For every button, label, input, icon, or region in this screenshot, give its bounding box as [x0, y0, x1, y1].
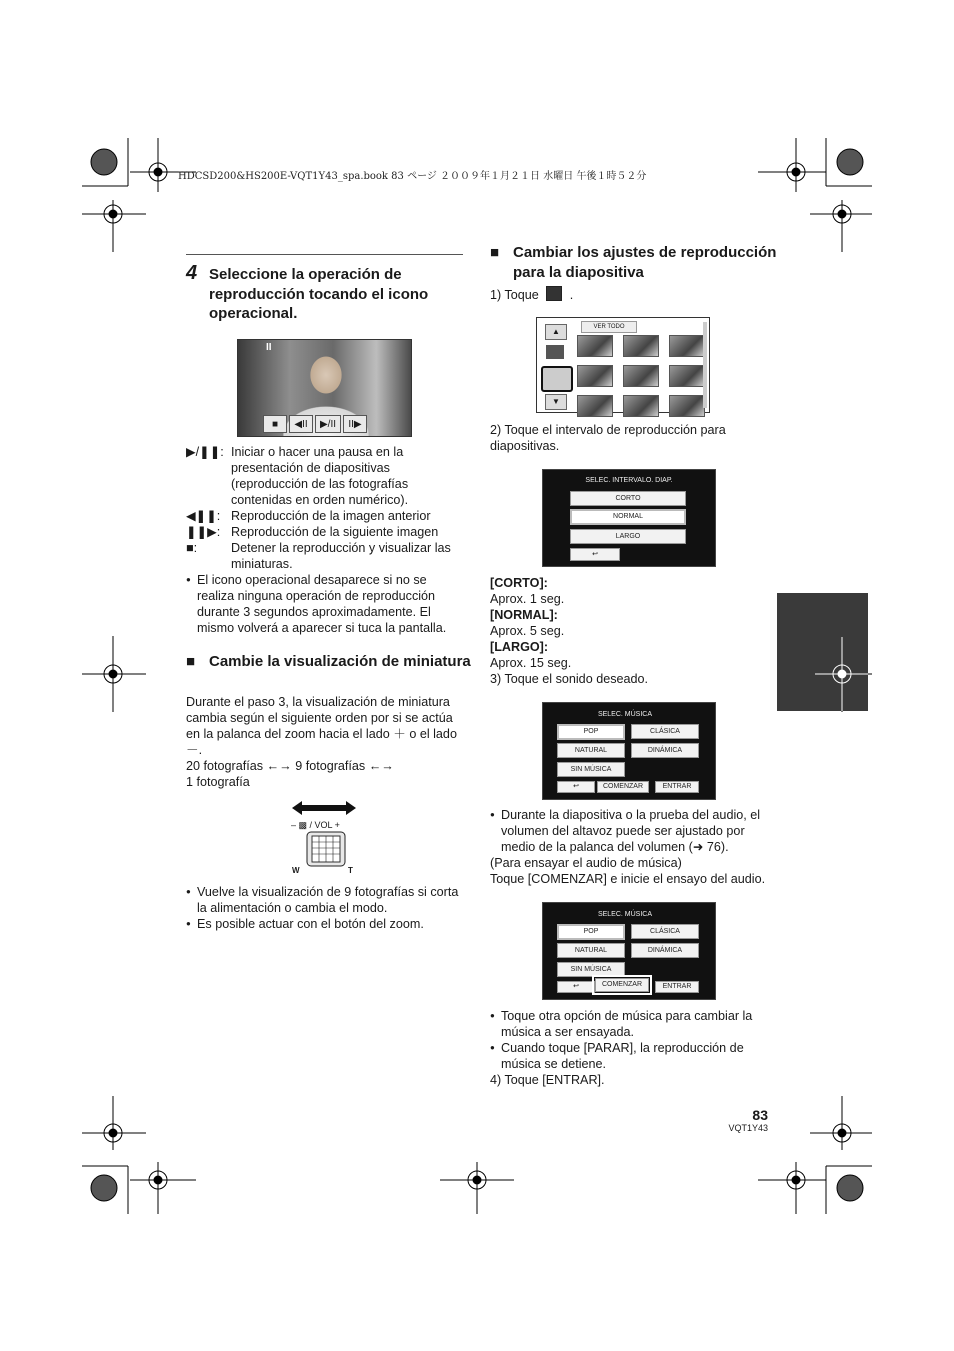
- corto-button[interactable]: CORTO: [570, 491, 686, 506]
- return-icon: ↩: [573, 983, 579, 990]
- thumbnail[interactable]: [669, 335, 705, 357]
- playback-photo: [237, 339, 412, 437]
- final-notes: [490, 1008, 770, 1088]
- thumbnail[interactable]: [669, 395, 705, 417]
- play-pause-button[interactable]: ▶/II: [315, 415, 341, 433]
- clasica-button[interactable]: CLÁSICA: [631, 724, 699, 739]
- thumb-sequence-1: 20 fotografías ←→ 9 fotografías ←→: [186, 759, 394, 773]
- thumb-description: Durante el paso 3, la visualización de miniatura cambia según el siguiente orden por si se actúa en la palanca del zoom hacia el lado ＋ o el lado －.: [186, 695, 457, 757]
- thumb-body: [186, 694, 464, 790]
- slideshow-icon: [546, 286, 562, 301]
- natural-button[interactable]: NATURAL: [557, 743, 625, 758]
- sin-musica-button[interactable]: SIN MÚSICA: [557, 762, 625, 777]
- return-button[interactable]: [570, 548, 620, 561]
- pop-button[interactable]: POP: [557, 924, 625, 940]
- thumb-bullets: [186, 884, 466, 932]
- def-term: [NORMAL]:: [490, 608, 558, 622]
- thumbnail[interactable]: [623, 335, 659, 357]
- previous-button[interactable]: ◀II: [289, 415, 313, 433]
- clasica-button[interactable]: CLÁSICA: [631, 924, 699, 939]
- lever-t: T: [348, 866, 353, 875]
- normal-button[interactable]: NORMAL: [570, 509, 686, 525]
- def-term: [LARGO]:: [490, 640, 549, 654]
- square-icon: ■: [490, 244, 500, 261]
- section-rule: [186, 254, 463, 255]
- comenzar-button-highlighted[interactable]: COMENZAR: [595, 978, 649, 992]
- dinamica-button[interactable]: DINÁMICA: [631, 743, 699, 758]
- def-desc: Aprox. 15 seg.: [490, 656, 572, 670]
- step-heading: Seleccione la operación de reproducción tocando el icono operacional.: [209, 266, 429, 322]
- right-step-3: 3) Toque el sonido deseado.: [490, 672, 649, 686]
- model-code: VQT1Y43: [728, 1123, 768, 1133]
- return-button[interactable]: [557, 781, 595, 793]
- return-icon: ↩: [592, 551, 598, 558]
- right-heading: ■ Cambiar los ajustes de reproducción para la diapositiva: [490, 244, 777, 281]
- square-icon: ■: [186, 653, 196, 670]
- volume-notes: [490, 807, 770, 887]
- control-bar: [263, 415, 367, 433]
- music-screen: [542, 702, 716, 800]
- right-step-1: 1) Toque .: [490, 288, 574, 302]
- step-number: 4: [186, 262, 198, 284]
- thumbnail[interactable]: [623, 395, 659, 417]
- camera-icon[interactable]: [546, 345, 564, 359]
- thumbnail-grid: [577, 335, 705, 417]
- thumbnail[interactable]: [577, 395, 613, 417]
- right-step-2: 2) Toque el intervalo de reproducción para diapositivas.: [490, 423, 726, 453]
- thumbnail[interactable]: [577, 365, 613, 387]
- legend-note: ● El icono operacional desaparece si no se realiza ninguna operación de reproducción durante 3 segundos aproximadamente. El mismo volverá a aparecer si tuca la pantalla.: [186, 572, 466, 636]
- right-step-4: 4) Toque [ENTRAR].: [490, 1073, 605, 1087]
- sin-musica-button[interactable]: SIN MÚSICA: [557, 962, 625, 977]
- stop-button[interactable]: ■: [263, 415, 287, 433]
- scroll-down-button[interactable]: ▼: [545, 394, 567, 410]
- legend-row: ■: Detener la reproducción y visualizar las miniaturas.: [186, 541, 451, 571]
- def-desc: Aprox. 1 seg.: [490, 592, 565, 606]
- lever-w: W: [292, 866, 300, 875]
- natural-button[interactable]: NATURAL: [557, 943, 625, 958]
- scrollbar[interactable]: [703, 322, 707, 408]
- legend-row: ▶/❚❚: Iniciar o hacer una pausa en la presentación de diapositivas (reproducción de las fotografías contenidas en orden numérico).: [186, 445, 409, 507]
- thumb-heading: ■ Cambie la visualización de miniatura: [186, 653, 471, 670]
- interval-definitions: [490, 575, 648, 687]
- file-header: HDCSD200&HS200E-VQT1Y43_spa.book 83 ページ ２００９年１月２１日 水曜日 午後１時５２分: [178, 171, 647, 182]
- bullet-item: ● Vuelve la visualización de 9 fotografías si corta la alimentación o cambia el modo.: [186, 884, 466, 916]
- page-number: 83: [752, 1107, 768, 1123]
- largo-button[interactable]: LARGO: [570, 529, 686, 544]
- comenzar-button[interactable]: COMENZAR: [597, 781, 649, 793]
- bullet-item: ● Durante la diapositiva o la prueba del audio, el volumen del altavoz puede ser ajustado por medio de la palanca del volumen (➜ 76).: [490, 807, 770, 855]
- thumb-sequence-2: 1 fotografía: [186, 775, 250, 789]
- thumbnail-screen: [536, 317, 710, 413]
- test-line-1: (Para ensayar el audio de música): [490, 856, 682, 870]
- bullet-item: ● Es posible actuar con el botón del zoom.: [186, 916, 466, 932]
- interval-title: SELEC. INTERVALO. DIAP.: [585, 477, 673, 484]
- music-screen-test: [542, 902, 716, 1000]
- def-desc: Aprox. 5 seg.: [490, 624, 565, 638]
- lever-label: – ▩ / VOL +: [291, 820, 340, 830]
- legend-row: ◀❚❚: Reproducción de la imagen anterior: [186, 509, 431, 523]
- thumbnail[interactable]: [623, 365, 659, 387]
- test-line-2: Toque [COMENZAR] e inicie el ensayo del audio.: [490, 872, 766, 886]
- thumbnail[interactable]: [577, 335, 613, 357]
- scroll-up-button[interactable]: ▲: [545, 324, 567, 340]
- slideshow-button[interactable]: [541, 366, 573, 392]
- music-title: SELEC. MÚSICA: [597, 911, 653, 918]
- ver-todo-label[interactable]: VER TODO: [581, 321, 637, 333]
- return-icon: ↩: [573, 783, 579, 790]
- side-tab-mark: [777, 593, 868, 711]
- music-title: SELEC. MÚSICA: [597, 711, 653, 718]
- control-legend: [186, 444, 466, 636]
- bullet-item: ● Toque otra opción de música para cambiar la música a ser ensayada.: [490, 1008, 770, 1040]
- dinamica-button[interactable]: DINÁMICA: [631, 943, 699, 958]
- bullet-item: ● Cuando toque [PARAR], la reproducción de música se detiene.: [490, 1040, 770, 1072]
- legend-row: ❚❚▶: Reproducción de la siguiente imagen: [186, 525, 439, 539]
- pause-indicator: II: [266, 342, 272, 353]
- pop-button[interactable]: POP: [557, 724, 625, 740]
- entrar-button[interactable]: ENTRAR: [655, 981, 699, 993]
- next-button[interactable]: II▶: [343, 415, 367, 433]
- return-button[interactable]: [557, 981, 595, 993]
- interval-screen: [542, 469, 716, 567]
- thumbnail[interactable]: [669, 365, 705, 387]
- def-term: [CORTO]:: [490, 576, 548, 590]
- entrar-button[interactable]: ENTRAR: [655, 781, 699, 793]
